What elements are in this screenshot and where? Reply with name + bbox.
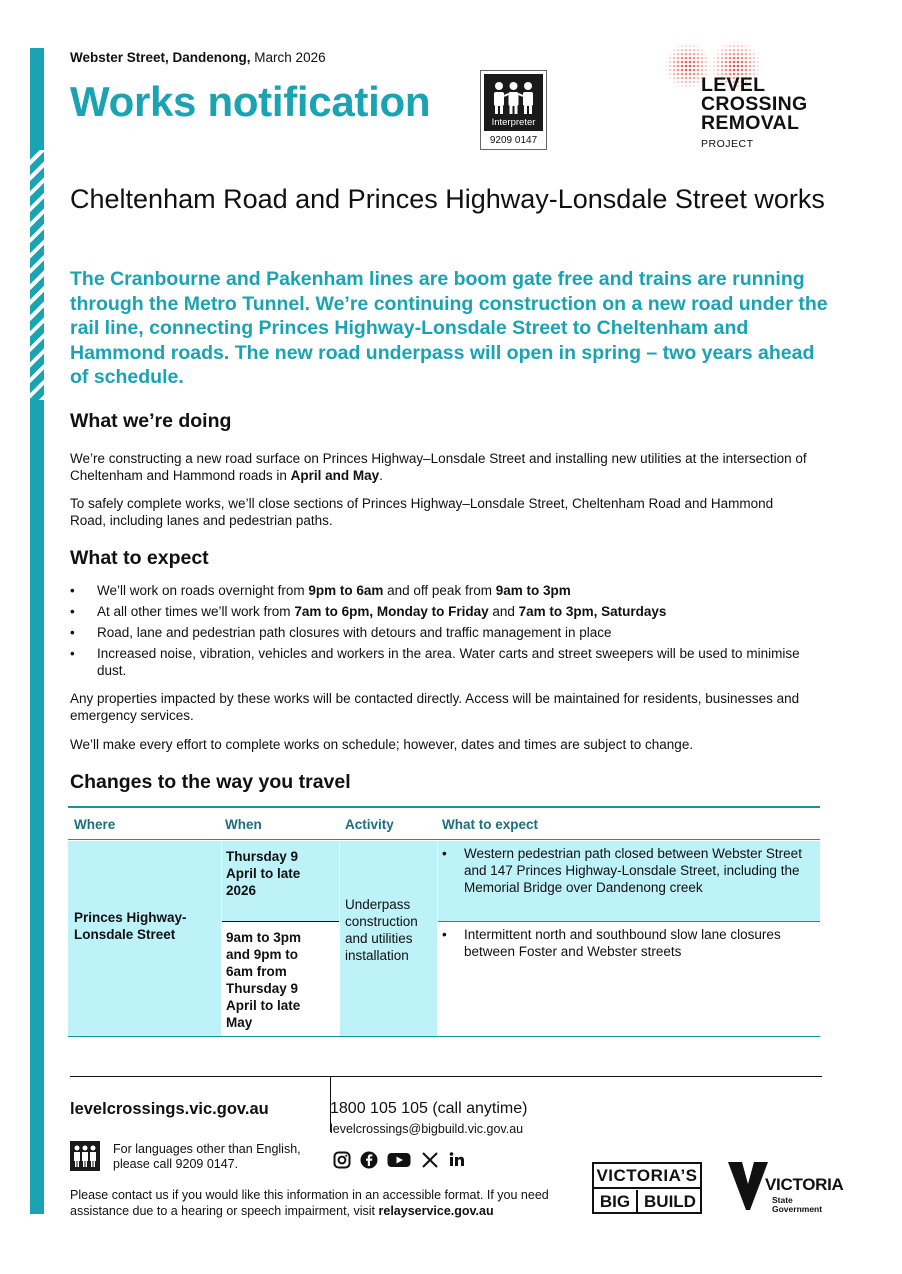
- interpreter-icon: [484, 74, 543, 131]
- table-bottom-border: [68, 1036, 820, 1037]
- row-divider-expect: [438, 921, 820, 922]
- table-header-row: [68, 808, 820, 840]
- doing-p1-end: .: [379, 468, 383, 483]
- logo-subtext: PROJECT: [701, 138, 754, 150]
- contact-text: Please contact us if you would like this information in an accessible format. If you need assistance due to a hearing or speech impairment, visit: [70, 1188, 549, 1218]
- location: Webster Street, Dandenong,: [70, 50, 251, 65]
- facebook-icon[interactable]: [360, 1151, 380, 1171]
- interpreter-symbol: [480, 70, 547, 150]
- col-header-what-to-expect: What to expect: [442, 817, 539, 832]
- victoria-v-icon: [728, 1162, 768, 1210]
- vbb-top-text: VICTORIA’S: [594, 1164, 700, 1189]
- logo-line-2: CROSSING: [701, 93, 808, 115]
- b2-bold-2: 7am to 3pm, Saturdays: [518, 604, 667, 619]
- heading-changes-travel: Changes to the way you travel: [70, 771, 351, 793]
- row-divider-when: [222, 921, 339, 922]
- list-item: [70, 603, 810, 620]
- works-subtitle: Cheltenham Road and Princes Highway-Lonsdale Street works: [70, 184, 825, 214]
- list-item: [70, 582, 810, 599]
- website-link[interactable]: levelcrossings.vic.gov.au: [70, 1100, 269, 1118]
- interpreter-number: 9209 0147: [489, 135, 538, 146]
- expect-2-text: Intermittent north and southbound slow lane closures between Foster and Webster streets: [464, 927, 781, 959]
- vbb-big-text: BIG: [594, 1190, 638, 1214]
- col-header-activity: Activity: [345, 817, 394, 832]
- victoria-wordmark: VICTORIA: [765, 1175, 844, 1194]
- youtube-icon[interactable]: [387, 1151, 411, 1171]
- instagram-icon[interactable]: [333, 1151, 353, 1171]
- doing-paragraph-2: To safely complete works, we’ll close sections of Princes Highway–Lonsdale Street, Cheltenham Road and Hammond Road, including lanes and pedestrian paths.: [70, 496, 774, 528]
- accessibility-note: [70, 1187, 570, 1219]
- footer-divider: [70, 1076, 822, 1077]
- logo-line-1: LEVEL: [701, 74, 766, 96]
- col-header-when: When: [225, 817, 262, 832]
- interpreter-small-icon: [70, 1141, 100, 1171]
- intro-paragraph: The Cranbourne and Pakenham lines are boom gate free and trains are running through the Metro Tunnel. We’re continuing construction on a new road under the rail line, connecting Princes Highway-Lonsdale Street to Cheltenham and Hammond roads. The new road underpass will open in spring – two years ahead of schedule.: [70, 268, 828, 389]
- doing-paragraph-1: [70, 450, 810, 484]
- victorias-big-build-logo: [592, 1162, 702, 1214]
- heading-what-were-doing: What we’re doing: [70, 410, 232, 432]
- email-link[interactable]: levelcrossings@bigbuild.vic.gov.au: [330, 1122, 524, 1136]
- bullet-marker: •: [442, 846, 447, 861]
- bullet-marker: •: [442, 927, 447, 942]
- col-header-where: Where: [74, 817, 116, 832]
- list-item: • Increased noise, vibration, vehicles and workers in the area. Water carts and street sweepers will be used to minimise dust.: [70, 645, 810, 679]
- activity-text: Underpass construction and utilities installation: [345, 897, 418, 963]
- doing-p1-text: We’re constructing a new road surface on Princes Highway–Lonsdale Street and installing new utilities at the intersection of Cheltenham and Hammond roads in: [70, 451, 807, 483]
- b2-text: At all other times we’ll work from: [97, 604, 295, 619]
- x-icon[interactable]: [421, 1151, 441, 1171]
- list-item: • Road, lane and pedestrian path closures with detours and traffic management in place: [70, 624, 810, 641]
- doing-p1-bold: April and May: [290, 468, 380, 483]
- interpreter-label: Interpreter: [491, 117, 536, 128]
- travel-changes-table: [68, 806, 820, 1036]
- b2-text-2: and: [488, 604, 519, 619]
- b1-bold-2: 9am to 3pm: [495, 583, 571, 598]
- header-meta: [70, 50, 326, 65]
- relay-service-link[interactable]: relayservice.gov.au: [378, 1204, 494, 1218]
- heading-what-to-expect: What to expect: [70, 547, 209, 569]
- when-1-text: Thursday 9 April to late 2026: [226, 849, 301, 898]
- level-crossing-removal-logo: [660, 40, 820, 152]
- languages-note: For languages other than English, please call 9209 0147.: [113, 1142, 301, 1171]
- expect-1-text: Western pedestrian path closed between Webster Street and 147 Princes Highway-Lonsdale Street, including the Memorial Bridge over Dandenong creek: [464, 846, 802, 895]
- b2-bold-1: 7am to 6pm, Monday to Friday: [294, 604, 489, 619]
- page-title: Works notification: [70, 78, 431, 125]
- b1-bold-1: 9pm to 6am: [308, 583, 384, 598]
- expect-paragraph-1: Any properties impacted by these works will be contacted directly. Access will be maintained for residents, businesses and emergency services.: [70, 691, 800, 723]
- expect-paragraph-2: We’ll make every effort to complete works on schedule; however, dates and times are subject to change.: [70, 737, 694, 752]
- b1-text: We’ll work on roads overnight from: [97, 583, 309, 598]
- victoria-state-government-logo: [728, 1162, 844, 1214]
- vbb-build-text: BUILD: [644, 1192, 696, 1211]
- linkedin-icon[interactable]: [448, 1151, 468, 1171]
- left-accent-hatch: [30, 150, 44, 400]
- logo-wordmark: [701, 76, 807, 133]
- date: March 2026: [254, 50, 326, 65]
- when-2-text: 9am to 3pm and 9pm to 6am from Thursday 9 April to late May: [226, 930, 302, 1030]
- phone-number[interactable]: 1800 105 105 (call anytime): [330, 1100, 528, 1117]
- state-government-text: State Government: [772, 1195, 823, 1214]
- where-text: Princes Highway-Lonsdale Street: [74, 910, 187, 942]
- expect-bullet-list: [70, 582, 810, 683]
- b1-text-2: and off peak from: [383, 583, 496, 598]
- logo-line-3: REMOVAL: [701, 112, 800, 134]
